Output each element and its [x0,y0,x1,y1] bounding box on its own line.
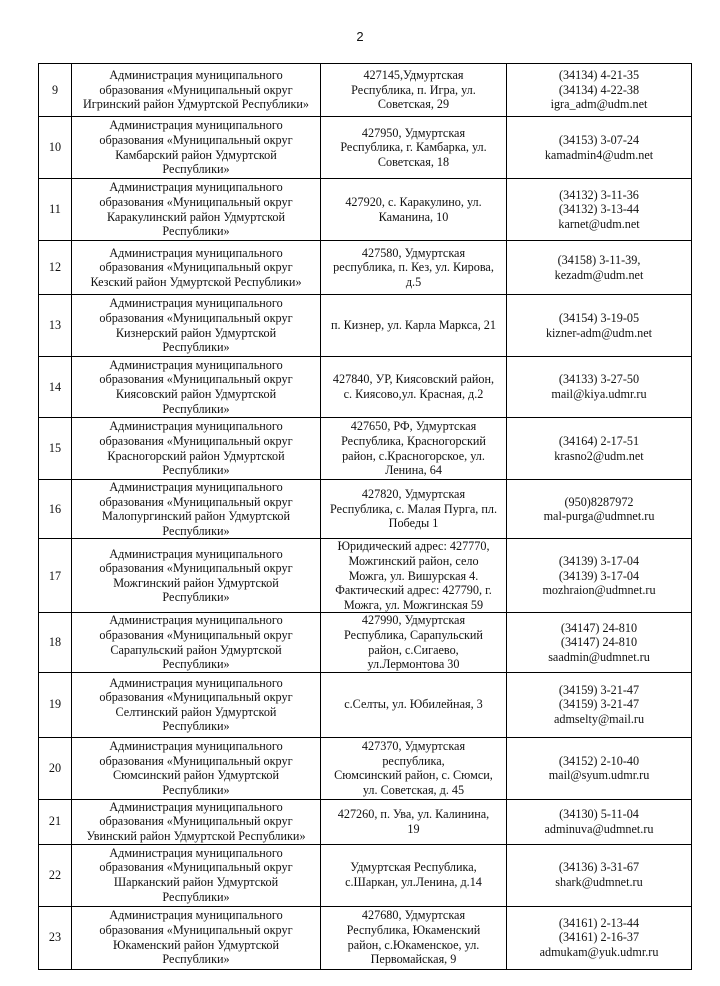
row-number-cell: 12 [39,241,72,295]
contact-line: (34133) 3-27-50 [558,372,640,387]
organization-line: Сюмсинский район Удмуртской [112,768,279,783]
contact-line: (34139) 3-17-04 [558,568,640,583]
organization-line: Администрация муниципального [109,296,283,311]
contact-line: mozhraion@udmnet.ru [542,583,656,598]
address-line: 427650, РФ, Удмуртская [350,419,477,434]
address-cell [321,539,507,613]
contact-line: krasno2@udm.net [554,448,644,463]
address-line: Республика, г. Камбарка, ул. [340,140,487,155]
contact-line: mail@kiya.udmr.ru [551,387,647,401]
address-line: с.Шаркан, ул.Ленина, д.14 [345,875,482,890]
address-cell [321,480,507,539]
address-line: 427820, Удмуртская [361,487,466,502]
row-number-cell: 17 [39,539,72,613]
organization-cell [72,295,321,357]
contacts-cell [507,906,692,969]
organization-line: образования «Муниципальный округ [99,260,293,275]
address-line: Советская, 18 [377,154,450,169]
contact-line: kamadmin4@udm.net [544,147,654,162]
address-line: Республика, с. Малая Пурга, пл. [329,501,498,516]
address-line: Ленина, 64 [385,463,442,478]
contact-line: (34132) 3-13-44 [558,202,640,217]
organization-cell [72,539,321,613]
organization-line: Республики» [162,657,230,672]
organization-line: Республики» [162,340,230,355]
address-line: Советская, 29 [377,97,450,112]
address-line: Юридический адрес: 427770, [337,539,490,554]
contact-line: igra_adm@udm.net [550,97,648,112]
organization-line: Администрация муниципального [109,245,283,260]
table-row [39,844,692,906]
table-row [39,357,692,418]
contact-line: (34159) 3-21-47 [558,682,640,697]
table-row [39,117,692,179]
organization-line: Республики» [162,782,230,797]
organization-line: Администрация муниципального [109,908,283,923]
address-line: район, с.Сигаево, [368,642,459,657]
table-row [39,480,692,539]
organization-line: Камбарский район Удмуртской [115,147,277,162]
address-line: Первомайская, 9 [370,952,457,967]
address-line: Фактический адрес: 427790, г. [335,583,492,598]
address-line: республика, [382,753,445,768]
organization-line: Администрация муниципального [109,546,283,561]
address-cell [321,64,507,117]
address-line: с. Киясово,ул. Красная, д.2 [343,387,484,401]
organization-line: образования «Муниципальный округ [99,860,293,875]
address-line: 427840, УР, Киясовский район, [332,372,495,387]
contact-line: (34136) 3-31-67 [558,860,640,875]
table-row [39,418,692,480]
address-line: 427680, Удмуртская [361,908,466,923]
organization-line: образования «Муниципальный округ [99,627,293,642]
address-cell [321,295,507,357]
contact-line: (34161) 2-13-44 [558,915,640,930]
address-line: район, с.Юкаменское, ул. [347,937,480,952]
table-row [39,241,692,295]
row-number-cell: 15 [39,418,72,480]
contacts-cell [507,117,692,179]
address-line: 427260, п. Ува, ул. Калинина, [337,807,490,822]
organization-cell [72,241,321,295]
organization-line: образования «Муниципальный округ [99,753,293,768]
organization-line: Администрация муниципального [109,419,283,434]
organization-line: Республики» [162,590,230,605]
organization-line: Администрация муниципального [109,739,283,754]
table-row [39,64,692,117]
address-line: 427950, Удмуртская [361,125,466,140]
organization-line: образования «Муниципальный округ [99,132,293,147]
address-cell [321,418,507,480]
contact-line: (34130) 5-11-04 [559,807,639,822]
organization-line: Киясовский район Удмуртской [115,387,277,401]
address-line: Можгинский район, село [348,553,479,568]
address-line: Удмуртская Республика, [350,860,477,875]
organization-line: Администрация муниципального [109,799,283,814]
contacts-cell [507,480,692,539]
address-line: 19 [407,821,420,836]
contact-line: (34147) 24-810 [560,620,638,635]
address-cell [321,844,507,906]
contacts-cell [507,295,692,357]
organization-line: образования «Муниципальный округ [99,690,293,705]
contacts-cell [507,844,692,906]
organization-line: Администрация муниципального [109,357,283,372]
contacts-cell [507,64,692,117]
organization-line: Республики» [162,719,230,734]
contact-line: saadmin@udmnet.ru [548,649,650,664]
organization-line: Сарапульский район Удмуртской [110,642,282,657]
row-number-cell: 22 [39,844,72,906]
organization-line: Кизнерский район Удмуртской [115,325,277,340]
organization-line: образования «Муниципальный округ [99,561,293,576]
organization-cell [72,357,321,418]
contact-line: (34153) 3-07-24 [558,132,640,147]
organization-line: Игринский район Удмуртской Республики» [83,97,309,112]
address-line: 427145,Удмуртская [363,68,464,83]
address-line: 427920, с. Каракулино, ул. [345,194,482,209]
organization-line: Можгинский район Удмуртской [113,575,279,590]
organization-line: Республики» [162,952,230,967]
contact-line: adminuva@udmnet.ru [544,821,654,836]
contacts-cell [507,357,692,418]
organization-cell [72,672,321,737]
organization-line: Администрация муниципального [109,68,283,83]
row-number-cell: 20 [39,737,72,799]
contacts-cell [507,613,692,672]
contact-line: kizner-adm@udm.net [545,325,653,340]
organization-line: образования «Муниципальный округ [99,310,293,325]
organization-line: Администрация муниципального [109,845,283,860]
organization-cell [72,737,321,799]
organization-cell [72,64,321,117]
organization-line: Юкаменский район Удмуртской [112,937,280,952]
organization-cell [72,613,321,672]
address-line: Можга, ул. Можгинская 59 [343,597,484,612]
organization-line: образования «Муниципальный округ [99,922,293,937]
contacts-cell [507,539,692,613]
organization-line: Республики» [162,224,230,239]
table-row [39,906,692,969]
administrations-contact-table [38,63,692,970]
contact-line: (34158) 3-11-39, [557,252,641,267]
organization-line: Республики» [162,889,230,904]
address-line: Каманина, 10 [378,209,449,224]
row-number-cell: 19 [39,672,72,737]
contact-line: shark@udmnet.ru [555,875,643,890]
contacts-cell [507,418,692,480]
address-line: Можга, ул. Вишурская 4. [348,568,479,583]
table-row [39,539,692,613]
row-number-cell: 13 [39,295,72,357]
table-row [39,613,692,672]
organization-line: Республики» [162,523,230,538]
organization-cell [72,799,321,844]
address-cell [321,179,507,241]
address-line: район, с.Красногорское, ул. [342,448,485,463]
contact-line: (34132) 3-11-36 [559,187,639,202]
address-line: Республика, Юкаменский [346,922,481,937]
organization-line: образования «Муниципальный округ [99,372,293,387]
contacts-cell [507,737,692,799]
contact-line: (34159) 3-21-47 [558,697,640,712]
contact-line: (34139) 3-17-04 [558,553,640,568]
organization-cell [72,844,321,906]
page-number: 2 [356,29,364,44]
address-line: д.5 [405,274,422,289]
address-cell [321,241,507,295]
address-line: п. Кизнер, ул. Карла Маркса, 21 [331,318,496,333]
organization-line: Администрация муниципального [109,675,283,690]
contacts-cell [507,179,692,241]
organization-line: образования «Муниципальный округ [99,814,293,829]
address-line: с.Селты, ул. Юбилейная, 3 [344,697,483,712]
organization-line: образования «Муниципальный округ [99,82,293,97]
address-line: Республика, п. Игра, ул. [351,82,476,97]
row-number-cell: 16 [39,480,72,539]
address-line: 427370, Удмуртская [361,739,466,754]
organization-line: образования «Муниципальный округ [99,494,293,509]
address-cell [321,672,507,737]
address-cell [321,737,507,799]
organization-line: Селтинский район Удмуртской [115,704,277,719]
contact-line: (34134) 4-22-38 [558,82,640,97]
organization-line: Каракулинский район Удмуртской [106,209,286,224]
address-line: Республика, Сарапульский [344,627,483,642]
organization-cell [72,117,321,179]
address-line: Сюмсинский район, с. Сюмси, [334,768,493,783]
address-cell [321,613,507,672]
contact-line: karnet@udm.net [558,216,640,231]
contact-line: (34152) 2-10-40 [558,753,640,768]
row-number-cell: 14 [39,357,72,418]
organization-line: Шарканский район Удмуртской [113,875,279,890]
address-line: Республика, Красногорский [341,433,486,448]
row-number-cell: 23 [39,906,72,969]
address-cell [321,906,507,969]
contacts-cell [507,799,692,844]
organization-line: Красногорский район Удмуртской [107,448,285,463]
contact-line: (34134) 4-21-35 [558,68,640,83]
contact-line: mal-purga@udmnet.ru [543,509,655,524]
organization-cell [72,480,321,539]
table-row [39,737,692,799]
organization-line: Малопургинский район Удмуртской [101,509,291,524]
contact-line: (34164) 2-17-51 [558,433,640,448]
address-cell [321,799,507,844]
contact-line: kezadm@udm.net [554,267,644,282]
contacts-cell [507,672,692,737]
address-cell [321,117,507,179]
table-row [39,295,692,357]
row-number-cell: 11 [39,179,72,241]
address-cell [321,357,507,418]
address-line: республика, п. Кез, ул. Кирова, [333,260,494,275]
organization-line: Администрация муниципального [109,180,283,195]
contact-line: (34154) 3-19-05 [558,310,640,325]
organization-line: Кезский район Удмуртской Республики» [90,274,302,289]
contact-line: mail@syum.udmr.ru [548,768,650,783]
contact-line: admukam@yuk.udmr.ru [539,944,659,959]
organization-line: Республики» [162,463,230,478]
address-line: Победы 1 [388,516,439,531]
contact-line: (34161) 2-16-37 [558,930,640,945]
address-line: ул. Советская, д. 45 [362,782,465,797]
table-row [39,799,692,844]
row-number-cell: 9 [39,64,72,117]
row-number-cell: 10 [39,117,72,179]
row-number-cell: 21 [39,799,72,844]
contact-line: (950)8287972 [564,494,634,509]
contact-line: (34147) 24-810 [560,635,638,650]
organization-line: Администрация муниципального [109,480,283,494]
organization-line: Увинский район Удмуртской Республики» [86,828,306,843]
contacts-cell [507,241,692,295]
table-row [39,179,692,241]
row-number-cell: 18 [39,613,72,672]
organization-line: образования «Муниципальный округ [99,194,293,209]
organization-line: Администрация муниципального [109,613,283,628]
table-row [39,672,692,737]
organization-line: Республики» [162,162,230,177]
organization-cell [72,906,321,969]
address-line: 427580, Удмуртская [361,245,466,260]
contact-line: admselty@mail.ru [553,712,645,727]
address-line: 427990, Удмуртская [361,613,466,628]
organization-cell [72,418,321,480]
organization-cell [72,179,321,241]
organization-line: Республики» [162,401,230,416]
table-body [39,64,692,970]
address-line: ул.Лермонтова 30 [367,657,460,672]
organization-line: Администрация муниципального [109,118,283,133]
organization-line: образования «Муниципальный округ [99,433,293,448]
